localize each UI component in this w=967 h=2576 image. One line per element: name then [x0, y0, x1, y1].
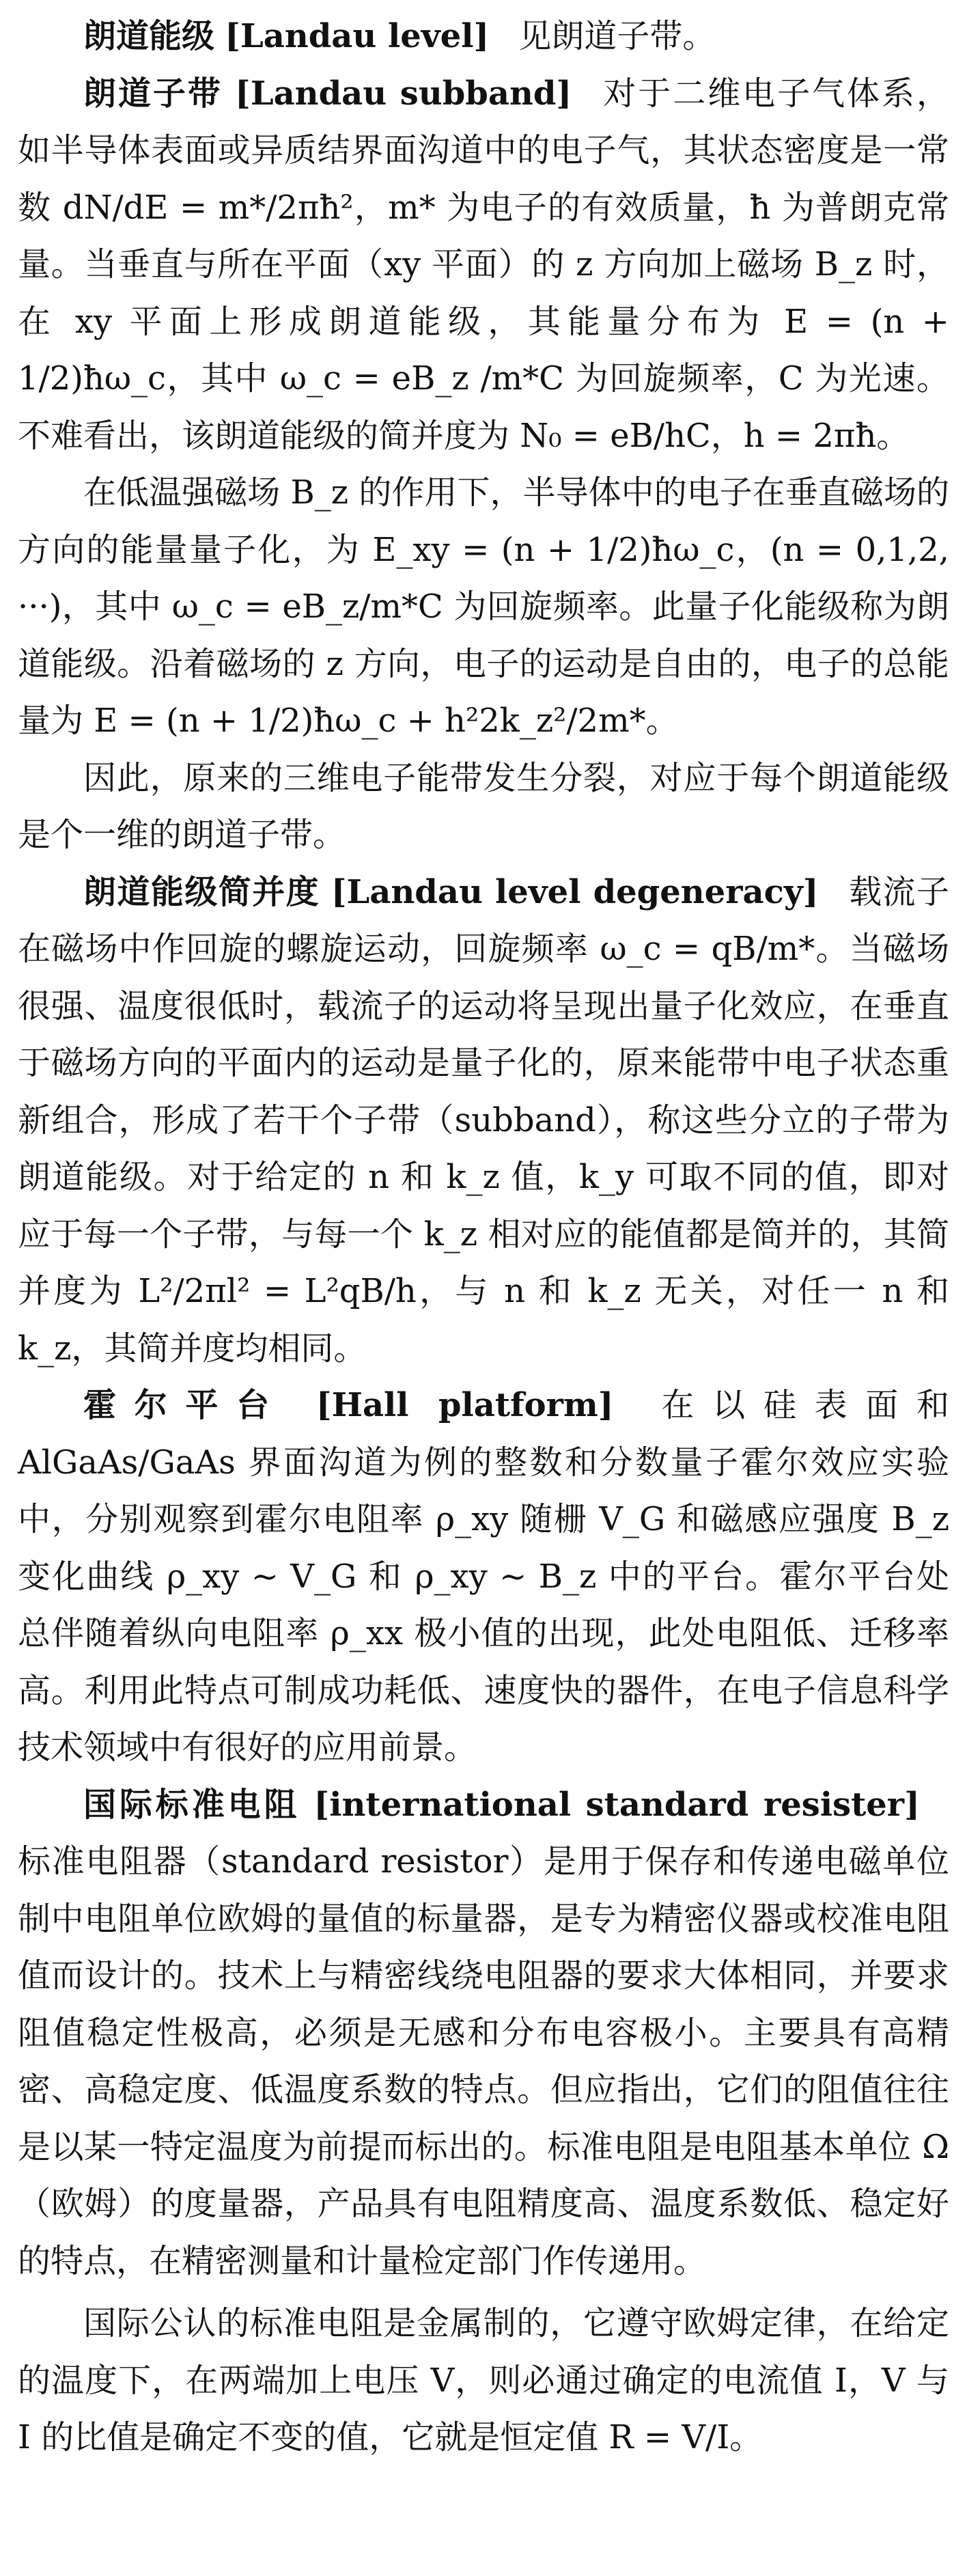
entry-english-term: [Hall platform]: [316, 1386, 614, 1424]
entry-body: 在以硅表面和 AlGaAs/GaAs 界面沟道为例的整数和分数量子霍尔效应实验中，分别观察到霍尔电阻率 ρ_xy 随栅 V_G 和磁感应强度 B_z 变化曲线 ρ_xy ∼ V_G 和 ρ_xy ∼ B_z 中的平台。霍尔平台处总伴随着纵向电阻率 ρ_xx 极小值的出现，此处电阻低、迁移率高。利用此特点可制成功耗低、速度快的器件，在电子信息科学技术领域中有很好的应用前景。: [18, 1386, 949, 1767]
entry-term: 朗道能级: [83, 17, 215, 55]
entry-landau-subband: [18, 66, 949, 465]
entry-body: 标准电阻器（standard resistor）是用于保存和传递电磁单位制中电阻单位欧姆的量值的标量器，是专为精密仪器或校准电阻值而设计的。技术上与精密线绕电阻器的要求大体相同，并要求阻值稳定性极高，必须是无感和分布电容极小。主要具有高精密、高稳定度、低温度系数的特点。但应指出，它们的阻值往往是以某一特定温度为前提而标出的。标准电阻是电阻基本单位 Ω（欧姆）的度量器，产品具有电阻精度高、温度系数低、稳定好的特点，在精密测量和计量检定部门作传递用。: [18, 1842, 949, 2280]
entry-term: 霍尔平台: [83, 1386, 288, 1424]
entry-body: 载流子在磁场中作回旋的螺旋运动，回旋频率 ω_c = qB/m*。当磁场很强、温度很低时，载流子的运动将呈现出量子化效应，在垂直于磁场方向的平面内的运动是量子化的，原来能带中电子状态重新组合，形成了若干个子带（subband），称这些分立的子带为朗道能级。对于给定的 n 和 k_z 值，k_y 可取不同的值，即对应于每一个子带，与每一个 k_z 相对应的能值都是简并的，其简并度为 L²/2πl² = L²qB/h，与 n 和 k_z 无关，对任一 n 和 k_z，其简并度均相同。: [18, 872, 949, 1368]
entry-body: 见朗道子带。: [518, 17, 716, 55]
paragraph-low-temperature-field: 在低温强磁场 B_z 的作用下，半导体中的电子在垂直磁场的方向的能量量子化，为 E_xy = (n + 1/2)ħω_c，(n = 0,1,2, ···)，其中 ω_c = eB_z/m*C 为回旋频率。此量子化能级称为朗道能级。沿着磁场的 z 方向，电子的运动是自由的，电子的总能量为 E = (n + 1/2)ħω_c + h²2k_z²/2m*。: [18, 473, 949, 740]
entry-hall-platform: [18, 1377, 949, 1777]
entry-english-term: [international standard resister]: [313, 1785, 920, 1824]
entry-term: 朗道子带: [83, 74, 223, 113]
entry-term: 朗道能级简并度: [83, 872, 320, 911]
entry-body: 对于二维电子气体系，如半导体表面或异质结界面沟道中的电子气，其状态密度是一常数 dN/dE = m*/2πħ²，m* 为电子的有效质量，ħ 为普朗克常量。当垂直与所在平面（xy 平面）的 z 方向加上磁场 B_z 时，在 xy 平面上形成朗道能级，其能量分布为 E = (n + 1/2)ħω_c，其中 ω_c = eB_z /m*C 为回旋频率，C 为光速。不难看出，该朗道能级的简并度为 N₀ = eB/hC，h = 2πħ。: [18, 74, 949, 455]
entry-english-term: [Landau subband]: [235, 74, 572, 113]
paragraph-subband-splitting: 因此，原来的三维电子能带发生分裂，对应于每个朗道能级是个一维的朗道子带。: [18, 758, 949, 854]
entry-english-term: [Landau level]: [225, 17, 490, 55]
entry-landau-level-degeneracy: [18, 864, 949, 1378]
entry-english-term: [Landau level degeneracy]: [331, 872, 819, 911]
paragraph-standard-resistor-metal: 国际公认的标准电阻是金属制的，它遵守欧姆定律，在给定的温度下，在两端加上电压 V，则必通过确定的电流值 I，V 与 I 的比值是确定不变的值，它就是恒定值 R = V/I。: [18, 2304, 949, 2456]
entry-international-standard-resister: [18, 1777, 949, 2290]
entry-landau-level: [18, 8, 949, 66]
entry-term: 国际标准电阻: [83, 1785, 300, 1824]
